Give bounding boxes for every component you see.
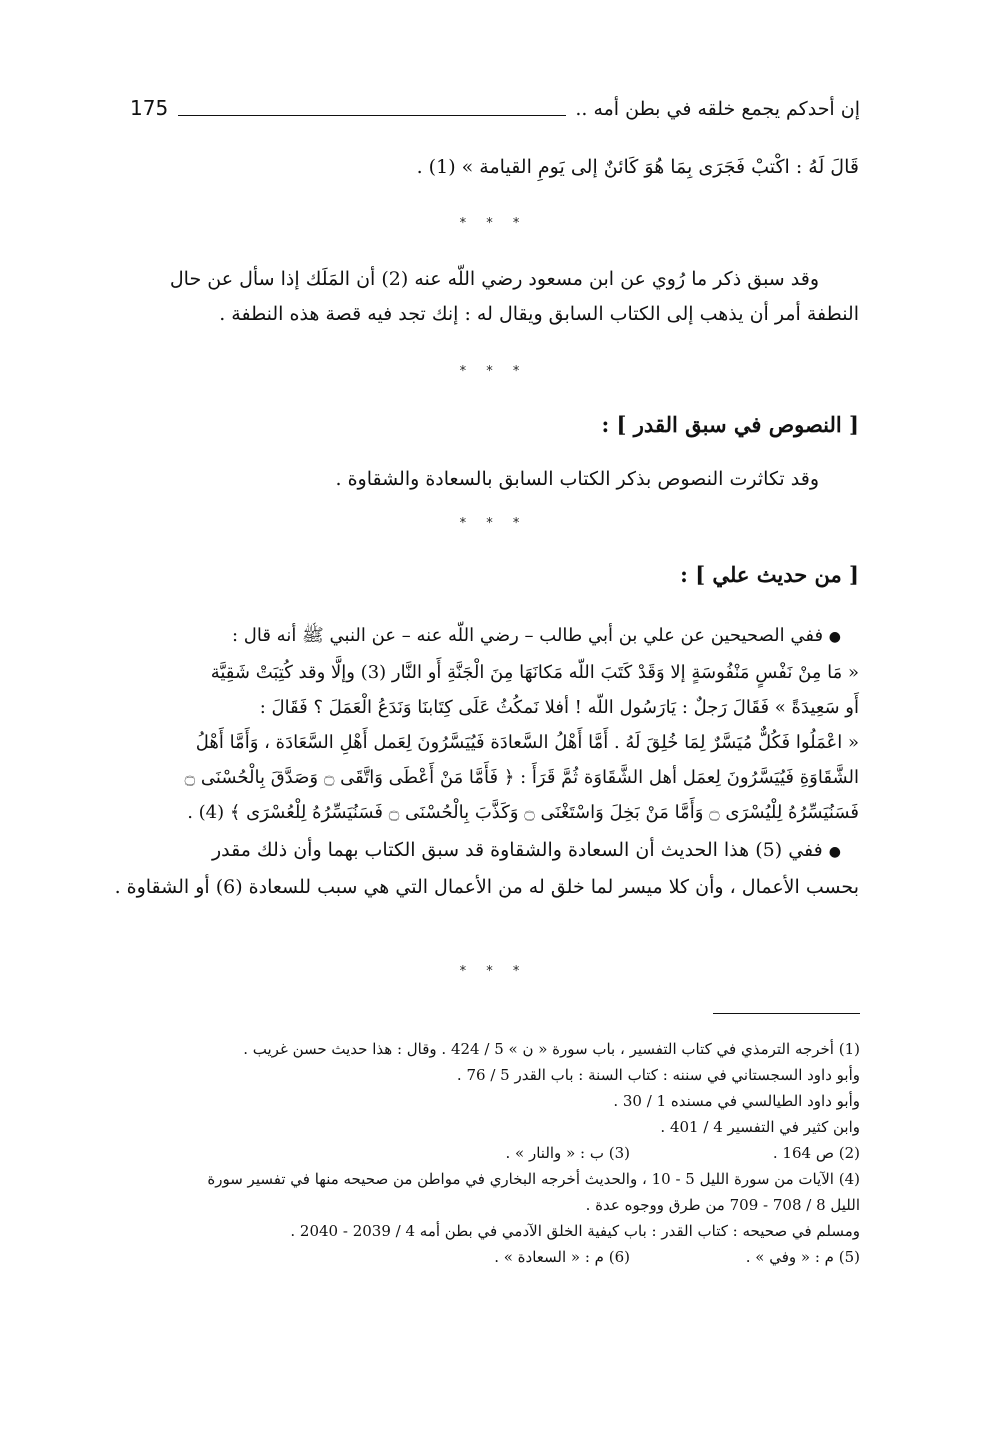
footnote-rule [713,1013,860,1014]
footnote-line: وأبو داود السجستاني في سننه : كتاب السنة : باب القدر 5 / 76 . [456,1066,860,1084]
footnote-line: (1) أخرجه الترمذي في كتاب التفسير ، باب سورة « ن » 5 / 424 . وقال : هذا حديث حسن غريب . [243,1040,860,1058]
text-line: النطفة أمر أن يذهب إلى الكتاب السابق ويقال له : إنك تجد فيه قصة هذه النطفة . [219,303,859,325]
header-rule [178,115,566,116]
paragraph-hadith-ali [127,618,859,830]
section-separator: * * * [459,964,528,979]
bullet: ● [828,629,841,645]
footnote-line: (4) الآيات من سورة الليل 5 - 10 ، والحديث أخرجه البخاري في مواطن من صحيحه منها في تفسير سورة [207,1170,860,1188]
footnote-pair [128,1244,860,1270]
footnote-5: (5) م : « وفي » . [745,1248,860,1266]
footnote-line: وأبو داود الطيالسي في مسنده 1 / 30 . [613,1092,860,1110]
footnote-pair [128,1140,860,1166]
section-separator: * * * [459,216,528,231]
text-line: وقد سبق ذكر ما رُوي عن ابن مسعود رضي اللّه عنه (2) أن المَلَك إذا سأل عن حال [169,268,819,290]
text-line-content: ففي الصحيحين عن علي بن أبي طالب – رضي اللّه عنه – عن النبي ﷺ أنه قال : [232,625,824,646]
text-line: وقد تكاثرت النصوص بذكر الكتاب السابق بالسعادة والشقاوة . [335,468,819,490]
paragraph-texts [127,462,859,497]
paragraph-continuation [127,150,859,185]
footnote-2: (2) ص 164 . [772,1144,860,1162]
text-line: الشَّقَاوَةِ فَيُيَسَّرُونَ لِعمَل أهل الشَّقَاوَة ثُمَّ قَرَأَ : ﴿ فَأَمَّا مَنْ أَعْطَى وَاتَّقَى ۝ وَصَدَّقَ بِالْحُسْنَى ۝ [184,767,859,788]
text-line: قَالَ لَهُ : اكْتبْ فَجَرَى بِمَا هُوَ كَائنٌ إلى يَومِ القيامة » (1) . [416,156,859,178]
footnote-6: (6) م : « السعادة » . [494,1248,630,1266]
text-line: بحسب الأعمال ، وأن كلا ميسر لما خلق له من الأعمال التي هي سبب للسعادة (6) أو الشقاوة . [114,876,859,898]
bullet: ● [828,844,841,860]
text-line: « اعْمَلُوا فَكُلٌّ مُيَسَّرٌ لِمَا خُلِقَ لَهُ . أَمَّا أَهْلُ السَّعادَة فَيُيَسَّرُونَ لِعَمل أَهْلِ السَّعَادَة ، وَأَمَّا أَهْلُ [195,732,859,753]
text-line-content: ففي (5) هذا الحديث أن السعادة والشقاوة قد سبق الكتاب بهما وأن ذلك مقدر [211,839,823,861]
text-line: أَو سَعِيدَةً » فَقَالَ رَجلٌ : يَارَسُول اللّه ! أفلا نَمكُثُ عَلَى كِتَابنَا وَنَدَعُ الْعَمَلَ ؟ فَقَالَ : [259,697,859,718]
paragraph-ibn-masud [127,262,859,332]
section-heading: [ من حديث علي ] : [680,562,859,587]
text-line [127,618,859,655]
footnote-line: الليل 8 / 708 - 709 من طرق ووجوه عدة . [585,1196,860,1214]
page-number: 175 [130,96,169,120]
text-line: فَسَنُيَسِّرُهُ لِلْيُسْرَى ۝ وَأَمَّا مَنْ بَخِلَ وَاسْتَغْنَى ۝ وَكَذَّبَ بِالْحُسْنَى ۝ فَسَنُيَسِّرُهُ لِلْعُسْرَى ﴾ (4) . [187,802,859,823]
section-separator: * * * [459,364,528,379]
footnote-3: (3) ب : « والنار » . [505,1144,630,1162]
section-separator: * * * [459,516,528,531]
footnotes [128,1036,860,1270]
section-heading: [ النصوص في سبق القدر ] : [601,412,859,437]
text-line [127,833,859,870]
text-line: « مَا مِنْ نَفْسٍ مَنْفُوسَةٍ إلا وَقَدْ كَتَبَ اللّه مَكانَهَا مِنَ الْجَنَّةِ أَو النَّار (3) وإلَّا وقد كُتِبَتْ شَقِيَّة [210,662,859,683]
paragraph-commentary [114,833,859,905]
running-header-title: إن أحدكم يجمع خلقه في بطن أمه .. [575,98,860,120]
running-header [130,96,860,130]
footnote-line: ومسلم في صحيحه : كتاب القدر : باب كيفية الخلق الآدمي في بطن أمه 4 / 2039 - 2040 . [290,1222,860,1240]
footnote-line: وابن كثير في التفسير 4 / 401 . [660,1118,860,1136]
